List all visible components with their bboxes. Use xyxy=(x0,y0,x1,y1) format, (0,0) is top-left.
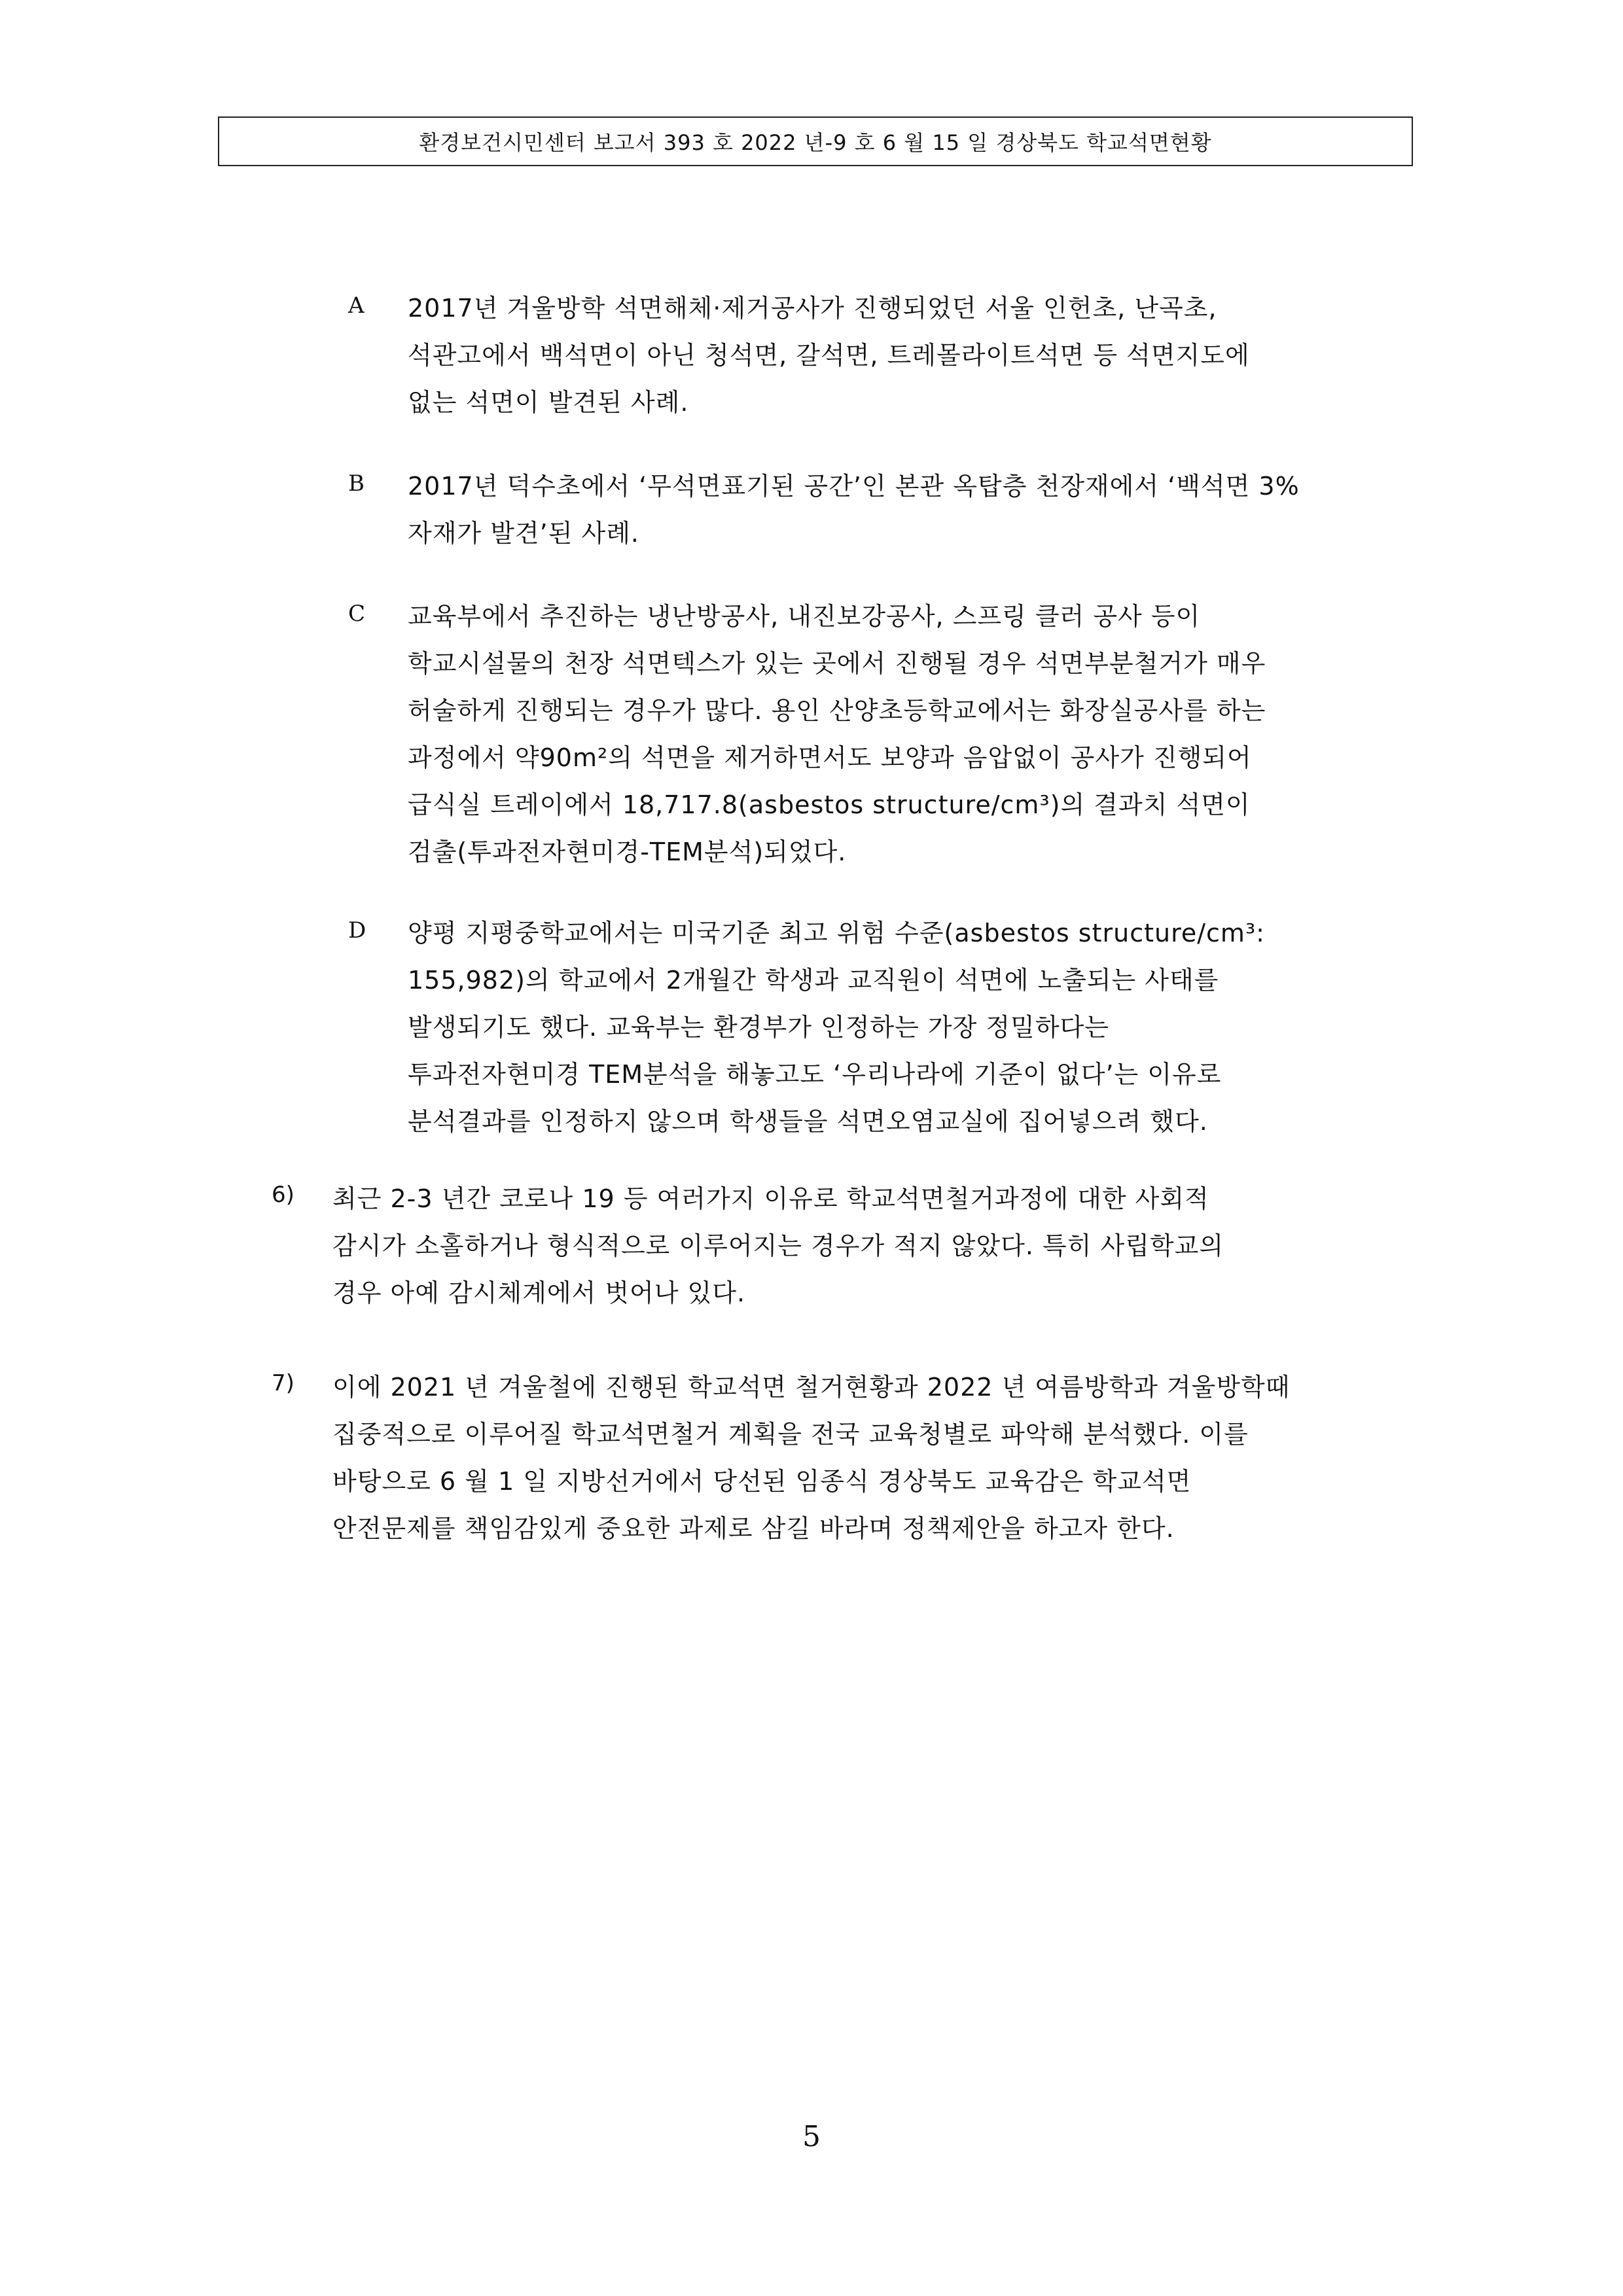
item-line: 학교시설물의 천장 석면텍스가 있는 곳에서 진행될 경우 석면부분철거가 매우 xyxy=(408,649,1266,678)
item-line: 최근 2-3 년간 코로나 19 등 여러가지 이유로 학교석면철거과정에 대한 사회적 xyxy=(332,1184,1209,1213)
item-line: 경우 아예 감시체계에서 벗어나 있다. xyxy=(332,1279,746,1307)
report-header xyxy=(218,116,1413,166)
item-line: 허술하게 진행되는 경우가 많다. 용인 산양초등학교에서는 화장실공사를 하는 xyxy=(408,696,1266,725)
item-line: 과정에서 약90m²의 석면을 제거하면서도 보양과 음압없이 공사가 진행되어 xyxy=(408,743,1252,772)
item-line: 교육부에서 추진하는 냉난방공사, 내진보강공사, 스프링 클러 공사 등이 xyxy=(408,602,1201,631)
item-line: 분석결과를 인정하지 않으며 학생들을 석면오염교실에 집어넣으려 했다. xyxy=(408,1107,1208,1136)
item-marker: 7) xyxy=(272,1370,294,1396)
item-line: 없는 석면이 발견된 사례. xyxy=(408,388,689,417)
item-line: 2017년 덕수초에서 ‘무석면표기된 공간’인 본관 옥탑층 천장재에서 ‘백석면 3% xyxy=(408,472,1300,501)
page-number: 5 xyxy=(802,2120,821,2153)
item-marker: B xyxy=(348,470,365,497)
item-line: 발생되기도 했다. 교육부는 환경부가 인정하는 가장 정밀하다는 xyxy=(408,1013,1109,1042)
item-marker: A xyxy=(348,292,365,319)
item-line: 155,982)의 학교에서 2개월간 학생과 교직원이 석면에 노출되는 사태를 xyxy=(408,966,1219,995)
item-line: 양평 지평중학교에서는 미국기준 최고 위험 수준(asbestos structure/cm³: xyxy=(408,919,1265,947)
item-line: 석관고에서 백석면이 아닌 청석면, 갈석면, 트레몰라이트석면 등 석면지도에 xyxy=(408,341,1250,370)
item-line: 안전문제를 책임감있게 중요한 과제로 삼길 바라며 정책제안을 하고자 한다. xyxy=(332,1514,1175,1543)
item-line: 2017년 겨울방학 석면해체·제거공사가 진행되었던 서울 인헌초, 난곡초, xyxy=(408,294,1217,323)
item-line: 검출(투과전자현미경-TEM분석)되었다. xyxy=(408,838,847,866)
item-line: 집중적으로 이루어질 학교석면철거 계획을 전국 교육청별로 파악해 분석했다. 이를 xyxy=(332,1420,1249,1449)
item-line: 급식실 트레이에서 18,717.8(asbestos structure/cm³)의 결과치 석면이 xyxy=(408,790,1251,819)
item-line: 자재가 발견’된 사례. xyxy=(408,519,639,548)
item-line: 감시가 소홀하거나 형식적으로 이루어지는 경우가 적지 않았다. 특히 사립학교의 xyxy=(332,1231,1224,1260)
item-marker: 6) xyxy=(272,1182,294,1208)
report-header-title: 환경보건시민센터 보고서 393 호 2022 년-9 호 6 월 15 일 경상북도 학교석면현황 xyxy=(419,130,1212,155)
item-marker: C xyxy=(348,601,366,627)
item-line: 바탕으로 6 월 1 일 지방선거에서 당선된 임종식 경상북도 교육감은 학교석면 xyxy=(332,1467,1192,1496)
item-line: 이에 2021 년 겨울철에 진행된 학교석면 철거현황과 2022 년 여름방학과 겨울방학때 xyxy=(332,1373,1291,1402)
item-marker: D xyxy=(348,917,366,944)
item-line: 투과전자현미경 TEM분석을 해놓고도 ‘우리나라에 기준이 없다’는 이유로 xyxy=(408,1060,1222,1089)
